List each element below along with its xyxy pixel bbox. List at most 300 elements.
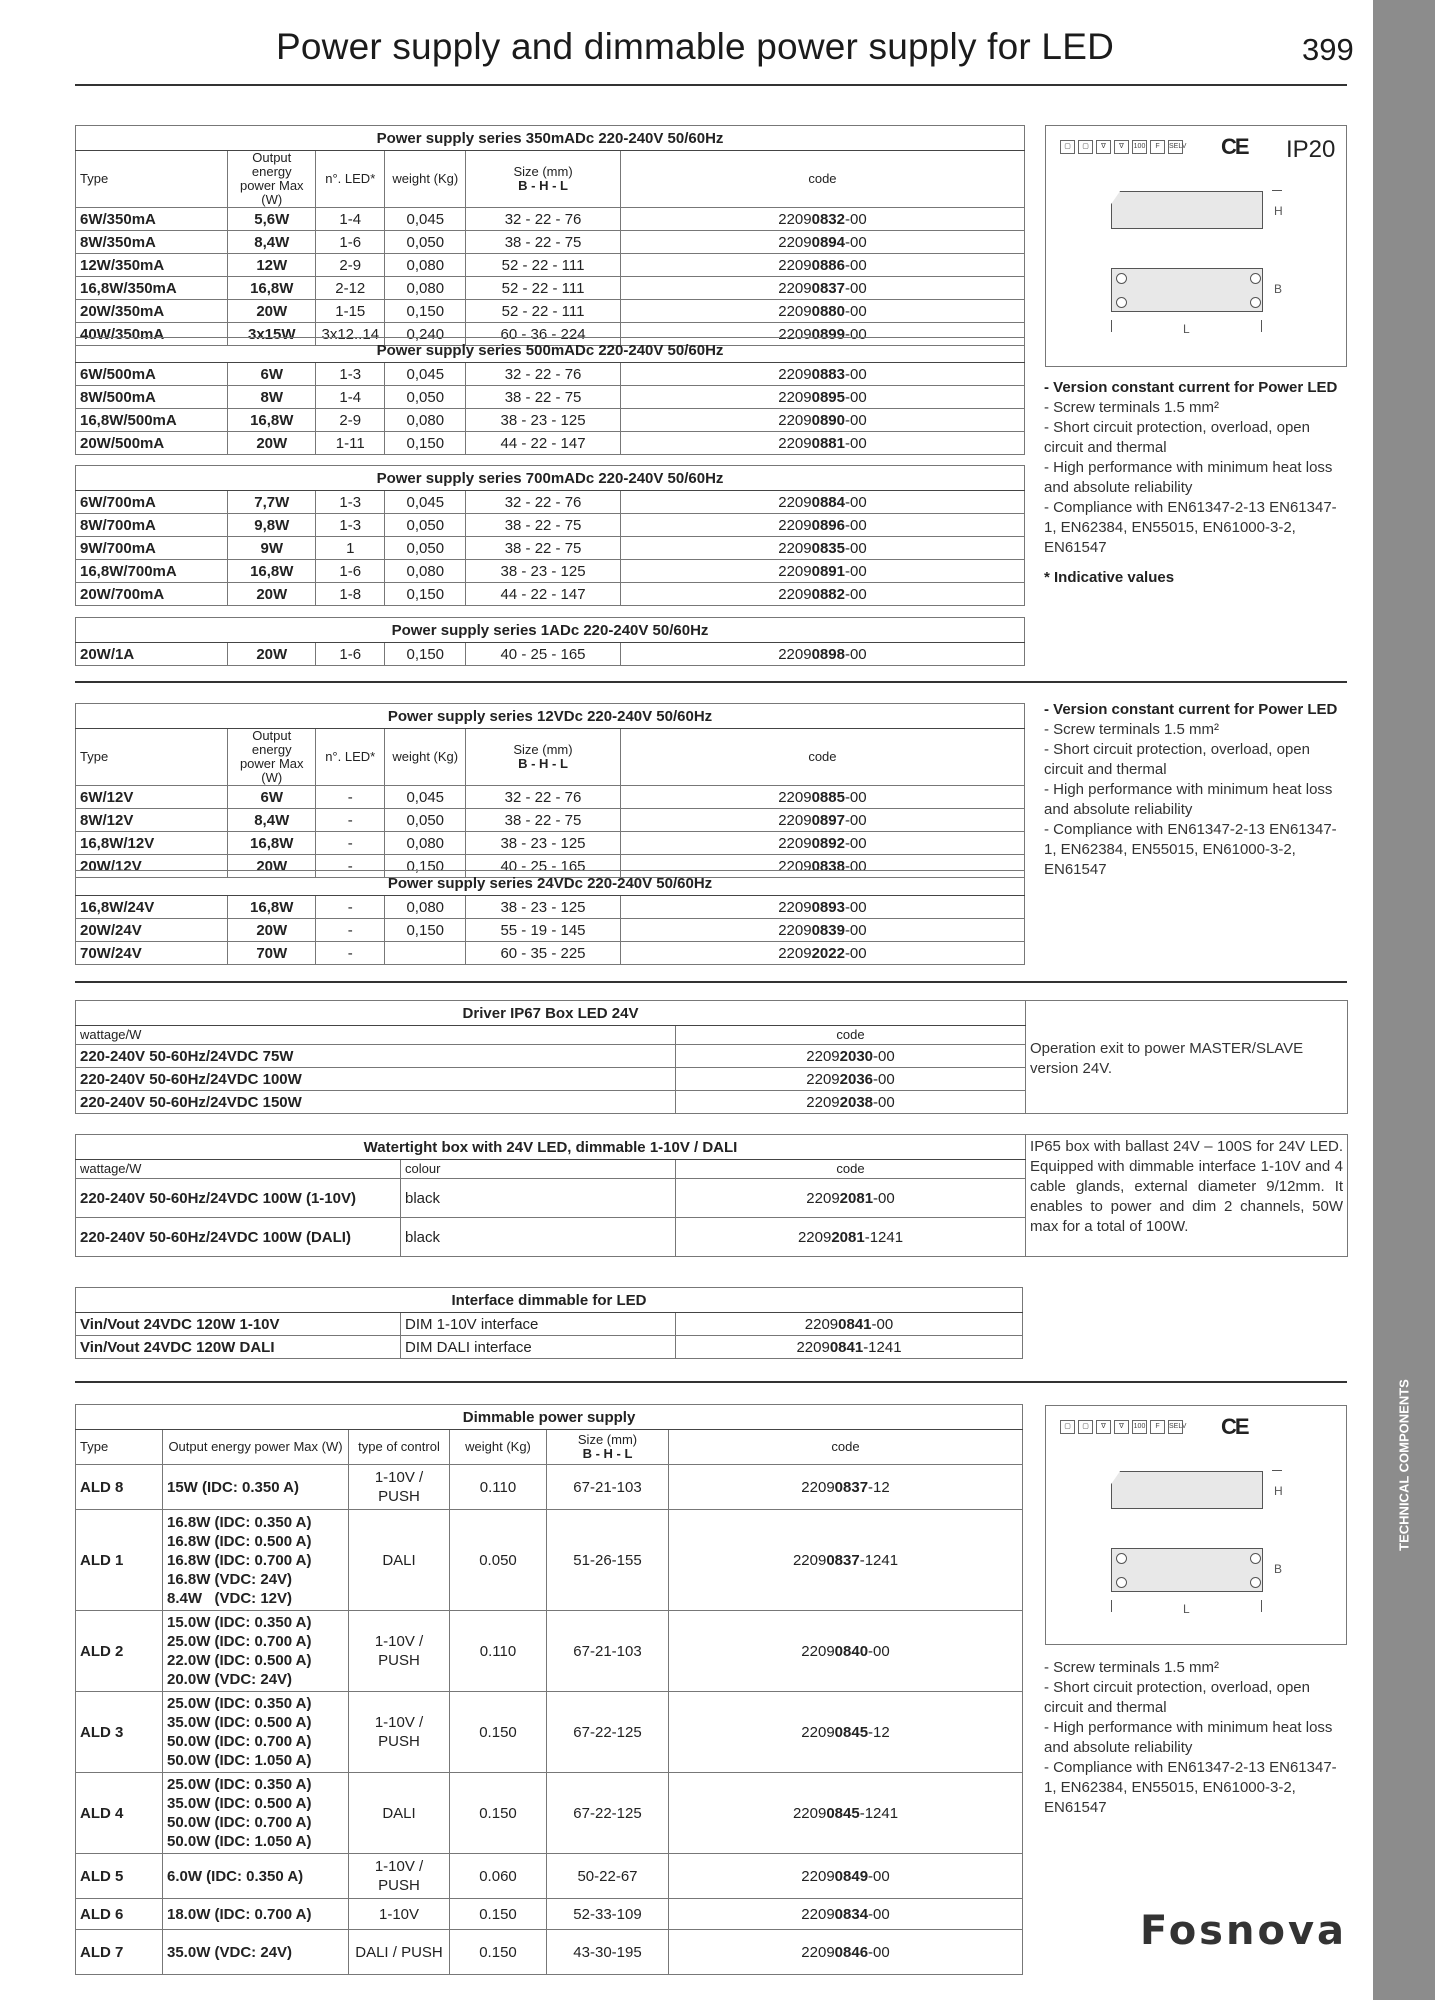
column-header: code bbox=[620, 151, 1024, 208]
code-prefix: 2209 bbox=[778, 898, 812, 916]
product-code bbox=[676, 1045, 1026, 1068]
table-cell: 1-10V / PUSH bbox=[349, 1465, 450, 1510]
table-cell: 9W/700mA bbox=[76, 537, 228, 560]
table-title: Power supply series 500mADc 220-240V 50/60Hz bbox=[76, 338, 1025, 363]
table-row bbox=[76, 786, 1025, 809]
table-cell: 16,8W/500mA bbox=[76, 409, 228, 432]
code-suffix: -00 bbox=[844, 411, 867, 429]
table-cell: 1-6 bbox=[316, 643, 385, 666]
table-cell: 0.060 bbox=[450, 1854, 547, 1899]
code-suffix: -00 bbox=[868, 1867, 890, 1885]
code-prefix: 2209 bbox=[778, 585, 812, 603]
product-code bbox=[620, 231, 1024, 254]
divider bbox=[75, 981, 1347, 983]
table-cell: 38 - 22 - 75 bbox=[466, 514, 621, 537]
table-cell: 0.050 bbox=[450, 1510, 547, 1611]
table-cell: 16,8W bbox=[228, 409, 316, 432]
table-cell: 1-10V bbox=[349, 1899, 450, 1930]
table-title: Interface dimmable for LED bbox=[76, 1288, 1023, 1313]
product-code bbox=[620, 300, 1024, 323]
table-cell: 20W bbox=[228, 432, 316, 455]
output-line: 25.0W (IDC: 0.350 A) bbox=[167, 1695, 312, 1712]
table-cell: 20W bbox=[228, 643, 316, 666]
table-cell: ALD 5 bbox=[76, 1854, 163, 1899]
table-cell: 1-4 bbox=[316, 208, 385, 231]
certification-icon: SELV bbox=[1168, 140, 1183, 154]
certification-icon: ∇ bbox=[1096, 140, 1111, 154]
column-header: wattage/W bbox=[76, 1026, 676, 1045]
table-cell: 67-21-103 bbox=[547, 1611, 669, 1692]
table-cell bbox=[163, 1611, 349, 1692]
table-cell: 20W/700mA bbox=[76, 583, 228, 606]
dimension-tick bbox=[1261, 1600, 1262, 1612]
table-row bbox=[76, 386, 1025, 409]
table-cell: - bbox=[316, 855, 385, 878]
size-label: Size (mm) bbox=[513, 164, 573, 179]
code-prefix: 2209 bbox=[806, 1189, 840, 1207]
product-diagram bbox=[1045, 1405, 1347, 1645]
output-line: 50.0W (IDC: 0.700 A) bbox=[167, 1733, 312, 1750]
code-prefix: 2209 bbox=[804, 1315, 839, 1333]
table-cell: 51-26-155 bbox=[547, 1510, 669, 1611]
table-cell: - bbox=[316, 809, 385, 832]
table-cell: 8W/700mA bbox=[76, 514, 228, 537]
code-prefix: 2209 bbox=[778, 365, 812, 383]
code-prefix: 2209 bbox=[801, 1905, 835, 1923]
table-title: Power supply series 350mADc 220-240V 50/60Hz bbox=[76, 126, 1025, 151]
side-label: TECHNICAL COMPONENTS bbox=[1396, 1379, 1412, 1551]
dimension-b: B bbox=[1274, 1562, 1283, 1576]
code-main: 0894 bbox=[811, 233, 845, 251]
table-cell: 0,050 bbox=[385, 231, 466, 254]
table-cell: 0,050 bbox=[385, 809, 466, 832]
table-cell: 16,8W bbox=[228, 277, 316, 300]
table-cell: 0,240 bbox=[385, 323, 466, 346]
code-main: 0881 bbox=[811, 434, 845, 452]
code-prefix: 2209 bbox=[778, 302, 812, 320]
column-header bbox=[547, 1430, 669, 1465]
table-cell: 38 - 22 - 75 bbox=[466, 231, 621, 254]
table-cell: 20W/500mA bbox=[76, 432, 228, 455]
column-header: weight (Kg) bbox=[385, 151, 466, 208]
product-code bbox=[620, 786, 1024, 809]
table-title: Power supply series 24VDc 220-240V 50/60Hz bbox=[76, 871, 1025, 896]
code-main: 2030 bbox=[839, 1047, 874, 1065]
code-main: 0849 bbox=[834, 1867, 869, 1885]
product-code bbox=[676, 1336, 1023, 1359]
table-row bbox=[76, 537, 1025, 560]
code-suffix: -00 bbox=[844, 857, 867, 875]
table-cell: 16,8W bbox=[228, 560, 316, 583]
table-row bbox=[76, 643, 1025, 666]
certification-icon: F bbox=[1150, 1420, 1165, 1434]
code-prefix: 2209 bbox=[778, 944, 812, 962]
product-code bbox=[669, 1611, 1023, 1692]
code-main: 0896 bbox=[811, 516, 845, 534]
dimmable-table bbox=[75, 1404, 1023, 1975]
note-line: - High performance with minimum heat loss and absolute reliability bbox=[1044, 1719, 1333, 1756]
product-code bbox=[669, 1465, 1023, 1510]
code-main: 0841 bbox=[838, 1315, 872, 1333]
table-cell bbox=[163, 1854, 349, 1899]
table-row bbox=[76, 832, 1025, 855]
code-main: 0895 bbox=[811, 388, 845, 406]
table-cell: 1-4 bbox=[316, 386, 385, 409]
code-main: 0882 bbox=[811, 585, 845, 603]
table-cell: 9,8W bbox=[228, 514, 316, 537]
column-header: code bbox=[669, 1430, 1023, 1465]
device-side-view bbox=[1111, 191, 1263, 229]
code-prefix: 2209 bbox=[778, 233, 812, 251]
output-line: 16.8W (VDC: 24V) bbox=[167, 1570, 293, 1588]
code-main: 0845 bbox=[826, 1804, 860, 1822]
column-header: Output energy power Max (W) bbox=[228, 729, 316, 786]
side-bar bbox=[1373, 0, 1435, 2000]
code-suffix: -00 bbox=[844, 516, 867, 534]
table-title: Dimmable power supply bbox=[76, 1405, 1023, 1430]
mounting-hole bbox=[1116, 1577, 1127, 1588]
certification-icons bbox=[1060, 140, 1187, 154]
table-cell: - bbox=[316, 832, 385, 855]
code-main: 0886 bbox=[811, 256, 845, 274]
dimension-tick bbox=[1261, 320, 1262, 332]
output-line: 15W (IDC: 0.350 A) bbox=[167, 1478, 299, 1496]
table-cell: 2-9 bbox=[316, 409, 385, 432]
column-header: weight (Kg) bbox=[385, 729, 466, 786]
product-notes bbox=[1044, 700, 1348, 880]
table-cell: 1-11 bbox=[316, 432, 385, 455]
product-notes bbox=[1044, 378, 1348, 588]
notes-heading: - Version constant current for Power LED bbox=[1044, 379, 1338, 396]
table-cell: 0,045 bbox=[385, 786, 466, 809]
code-suffix: -1241 bbox=[859, 1551, 899, 1569]
table-cell: 8W/500mA bbox=[76, 386, 228, 409]
table-row bbox=[76, 491, 1025, 514]
product-code bbox=[676, 1179, 1026, 1218]
mounting-hole bbox=[1250, 273, 1261, 284]
page-number: 399 bbox=[1302, 32, 1354, 67]
table-cell: 44 - 22 - 147 bbox=[466, 432, 621, 455]
spec-table bbox=[75, 125, 1025, 346]
output-line: 6.0W (IDC: 0.350 A) bbox=[167, 1867, 304, 1885]
dimension-h: H bbox=[1274, 1484, 1283, 1498]
code-main: 0832 bbox=[811, 210, 845, 228]
table-cell: 220-240V 50-60Hz/24VDC 100W (1-10V) bbox=[76, 1179, 401, 1218]
dimension-h: H bbox=[1274, 204, 1283, 218]
product-diagram bbox=[1045, 125, 1347, 367]
table-cell: Vin/Vout 24VDC 120W DALI bbox=[76, 1336, 401, 1359]
table-cell: 0,150 bbox=[385, 643, 466, 666]
device-top-view bbox=[1111, 268, 1263, 312]
output-line: 35.0W (IDC: 0.500 A) bbox=[167, 1714, 312, 1731]
table-row bbox=[76, 409, 1025, 432]
product-code bbox=[676, 1091, 1026, 1114]
table-cell: 0.150 bbox=[450, 1692, 547, 1773]
output-line: 22.0W (IDC: 0.500 A) bbox=[167, 1652, 312, 1669]
certification-icon: ∇ bbox=[1114, 1420, 1129, 1434]
product-code bbox=[620, 409, 1024, 432]
spec-table bbox=[75, 703, 1025, 878]
table-cell: 1-3 bbox=[316, 514, 385, 537]
table-cell: 52 - 22 - 111 bbox=[466, 254, 621, 277]
code-main: 0846 bbox=[834, 1943, 869, 1961]
table-cell: 5,6W bbox=[228, 208, 316, 231]
table-cell: 3x15W bbox=[228, 323, 316, 346]
code-main: 0884 bbox=[811, 493, 845, 511]
table-cell: 1-6 bbox=[316, 560, 385, 583]
dimension-tick bbox=[1111, 1600, 1112, 1612]
table-cell: 20W/1A bbox=[76, 643, 228, 666]
table-cell: 0,080 bbox=[385, 409, 466, 432]
code-suffix: -00 bbox=[844, 365, 867, 383]
table-cell: 16,8W/700mA bbox=[76, 560, 228, 583]
code-prefix: 2209 bbox=[806, 1093, 840, 1111]
table-cell: 1-8 bbox=[316, 583, 385, 606]
table-cell: 8W/12V bbox=[76, 809, 228, 832]
mounting-hole bbox=[1250, 1577, 1261, 1588]
table-row bbox=[76, 277, 1025, 300]
table-cell: 40 - 25 - 165 bbox=[466, 855, 621, 878]
table-cell: 8W bbox=[228, 386, 316, 409]
code-prefix: 2209 bbox=[778, 788, 812, 806]
note-line: - Short circuit protection, overload, open circuit and thermal bbox=[1044, 1679, 1310, 1716]
code-suffix: -00 bbox=[844, 539, 867, 557]
certification-icon: F bbox=[1150, 140, 1165, 154]
table-cell: 52 - 22 - 111 bbox=[466, 277, 621, 300]
table-cell: 20W bbox=[228, 919, 316, 942]
table-cell: DIM DALI interface bbox=[401, 1336, 676, 1359]
table-row bbox=[76, 1692, 1023, 1773]
table-cell: 2-12 bbox=[316, 277, 385, 300]
table-cell: 20W bbox=[228, 300, 316, 323]
table-cell: 20W bbox=[228, 583, 316, 606]
column-header: code bbox=[620, 729, 1024, 786]
table-cell: 16,8W/24V bbox=[76, 896, 228, 919]
certification-icon: 100 bbox=[1132, 1420, 1147, 1434]
indicative-values: * Indicative values bbox=[1044, 569, 1175, 586]
code-prefix: 2209 bbox=[778, 325, 812, 343]
code-main: 0883 bbox=[811, 365, 845, 383]
table-cell: 70W/24V bbox=[76, 942, 228, 965]
table-cell: 6W/700mA bbox=[76, 491, 228, 514]
note-line: - Screw terminals 1.5 mm² bbox=[1044, 399, 1220, 416]
table-cell: 38 - 22 - 75 bbox=[466, 809, 621, 832]
table-row bbox=[76, 363, 1025, 386]
dimension-l: L bbox=[1183, 1602, 1190, 1616]
output-line: 35.0W (IDC: 0.500 A) bbox=[167, 1795, 312, 1812]
table-cell: 8,4W bbox=[228, 809, 316, 832]
code-main: 0885 bbox=[811, 788, 845, 806]
table-cell: 16,8W bbox=[228, 832, 316, 855]
table-cell: 0.110 bbox=[450, 1611, 547, 1692]
table-cell: 9W bbox=[228, 537, 316, 560]
product-code bbox=[669, 1510, 1023, 1611]
table-title: Power supply series 12VDc 220-240V 50/60Hz bbox=[76, 704, 1025, 729]
code-suffix: -00 bbox=[844, 921, 867, 939]
table-cell: 6W/12V bbox=[76, 786, 228, 809]
table-cell: 16,8W bbox=[228, 896, 316, 919]
product-code bbox=[620, 896, 1024, 919]
product-code bbox=[669, 1692, 1023, 1773]
table-cell: 0,050 bbox=[385, 386, 466, 409]
column-header: Output energy power Max (W) bbox=[228, 151, 316, 208]
table-cell: 20W/24V bbox=[76, 919, 228, 942]
code-prefix: 2209 bbox=[801, 1642, 835, 1660]
note-line: - Compliance with EN61347-2-13 EN61347-1, EN62384, EN55015, EN61000-3-2, EN61547 bbox=[1044, 821, 1337, 878]
code-suffix: -00 bbox=[873, 1093, 895, 1111]
note-line: - Short circuit protection, overload, open circuit and thermal bbox=[1044, 419, 1310, 456]
product-code bbox=[676, 1068, 1026, 1091]
table-cell: 6W bbox=[228, 786, 316, 809]
code-suffix: -00 bbox=[871, 1315, 894, 1333]
code-suffix: -1241 bbox=[864, 1228, 904, 1246]
column-header bbox=[466, 151, 621, 208]
product-code bbox=[620, 386, 1024, 409]
ip-rating: IP20 bbox=[1286, 136, 1336, 163]
table-row bbox=[76, 231, 1025, 254]
table-cell: 20W/350mA bbox=[76, 300, 228, 323]
driver-table bbox=[75, 1000, 1348, 1114]
product-code bbox=[669, 1930, 1023, 1975]
code-suffix: -00 bbox=[844, 325, 867, 343]
code-prefix: 2209 bbox=[778, 388, 812, 406]
table-row bbox=[76, 514, 1025, 537]
mounting-hole bbox=[1116, 297, 1127, 308]
watertight-table bbox=[75, 1134, 1348, 1257]
device-top-view bbox=[1111, 1548, 1263, 1592]
table-cell: 6W bbox=[228, 363, 316, 386]
note-line: - Screw terminals 1.5 mm² bbox=[1044, 721, 1220, 738]
note-line: - Compliance with EN61347-2-13 EN61347-1, EN62384, EN55015, EN61000-3-2, EN61547 bbox=[1044, 499, 1337, 556]
table-cell: 44 - 22 - 147 bbox=[466, 583, 621, 606]
code-main: 2081 bbox=[831, 1228, 865, 1246]
code-prefix: 2209 bbox=[778, 539, 812, 557]
code-main: 0837 bbox=[834, 1478, 869, 1496]
table-cell: ALD 2 bbox=[76, 1611, 163, 1692]
table-cell: 52 - 22 - 111 bbox=[466, 300, 621, 323]
table-cell: 60 - 36 - 224 bbox=[466, 323, 621, 346]
code-prefix: 2209 bbox=[778, 411, 812, 429]
product-notes bbox=[1044, 1658, 1348, 1818]
code-main: 0893 bbox=[811, 898, 845, 916]
dimension-tick bbox=[1272, 190, 1282, 191]
table-row bbox=[76, 432, 1025, 455]
output-line: 35.0W (VDC: 24V) bbox=[167, 1943, 293, 1961]
table-cell: 0,150 bbox=[385, 855, 466, 878]
table-cell: 0,150 bbox=[385, 300, 466, 323]
output-line: 25.0W (IDC: 0.700 A) bbox=[167, 1633, 312, 1650]
code-suffix: -00 bbox=[844, 388, 867, 406]
code-prefix: 2209 bbox=[797, 1228, 832, 1246]
table-cell: Vin/Vout 24VDC 120W 1-10V bbox=[76, 1313, 401, 1336]
code-prefix: 2209 bbox=[778, 434, 812, 452]
code-main: 0897 bbox=[811, 811, 845, 829]
divider bbox=[75, 681, 1347, 683]
code-prefix: 2209 bbox=[778, 516, 812, 534]
dimension-b: B bbox=[1274, 282, 1283, 296]
product-code bbox=[620, 277, 1024, 300]
table-cell: 1-6 bbox=[316, 231, 385, 254]
output-line: 16.8W (IDC: 0.500 A) bbox=[167, 1532, 312, 1550]
product-code bbox=[620, 491, 1024, 514]
table-row bbox=[76, 896, 1025, 919]
ce-mark: CE bbox=[1221, 134, 1248, 159]
code-main: 0880 bbox=[811, 302, 845, 320]
code-main: 2022 bbox=[811, 944, 845, 962]
certification-icon: ▢ bbox=[1078, 1420, 1093, 1434]
table-cell: 0,045 bbox=[385, 208, 466, 231]
size-label: Size (mm) bbox=[577, 1432, 638, 1447]
code-main: 0890 bbox=[811, 411, 845, 429]
table-cell: black bbox=[401, 1218, 676, 1257]
output-line: 8.4W (VDC: 12V) bbox=[167, 1589, 293, 1607]
code-suffix: -00 bbox=[844, 834, 867, 852]
certification-icon: ▢ bbox=[1078, 140, 1093, 154]
table-row bbox=[76, 1773, 1023, 1854]
table-cell: - bbox=[316, 942, 385, 965]
output-line: 50.0W (IDC: 1.050 A) bbox=[167, 1752, 312, 1769]
table-title: Power supply series 700mADc 220-240V 50/60Hz bbox=[76, 466, 1025, 491]
table-cell: 38 - 23 - 125 bbox=[466, 896, 621, 919]
table-row bbox=[76, 560, 1025, 583]
table-cell: 38 - 23 - 125 bbox=[466, 832, 621, 855]
table-cell: 0,050 bbox=[385, 514, 466, 537]
column-header: colour bbox=[401, 1160, 676, 1179]
code-main: 2036 bbox=[839, 1070, 874, 1088]
code-suffix: -00 bbox=[844, 898, 867, 916]
table-cell: 0,080 bbox=[385, 254, 466, 277]
code-suffix: -00 bbox=[844, 210, 867, 228]
code-prefix: 2209 bbox=[778, 493, 812, 511]
code-suffix: -00 bbox=[844, 562, 867, 580]
code-main: 0834 bbox=[834, 1905, 869, 1923]
size-sub: B - H - L bbox=[518, 178, 568, 193]
table-cell: 0,150 bbox=[385, 432, 466, 455]
notes-heading: - Version constant current for Power LED bbox=[1044, 701, 1338, 718]
column-header: wattage/W bbox=[76, 1160, 401, 1179]
column-header: Type bbox=[76, 729, 228, 786]
code-main: 0841 bbox=[829, 1338, 864, 1356]
table-cell: DALI bbox=[349, 1510, 450, 1611]
certification-icon: ∇ bbox=[1114, 140, 1129, 154]
code-prefix: 2209 bbox=[778, 857, 812, 875]
column-header: code bbox=[676, 1160, 1026, 1179]
table-cell: 3x12..14 bbox=[316, 323, 385, 346]
dimension-tick bbox=[1272, 1470, 1282, 1471]
table-cell: 8W/350mA bbox=[76, 231, 228, 254]
product-code bbox=[669, 1773, 1023, 1854]
code-suffix: -00 bbox=[844, 233, 867, 251]
table-cell: 43-30-195 bbox=[547, 1930, 669, 1975]
code-main: 2038 bbox=[839, 1093, 874, 1111]
product-code bbox=[620, 208, 1024, 231]
code-suffix: -00 bbox=[844, 811, 867, 829]
code-main: 2081 bbox=[839, 1189, 874, 1207]
table-cell: 1-3 bbox=[316, 363, 385, 386]
interface-table bbox=[75, 1287, 1023, 1359]
code-main: 0845 bbox=[834, 1723, 869, 1741]
table-row bbox=[76, 583, 1025, 606]
table-cell: 20W/12V bbox=[76, 855, 228, 878]
table-cell: 0,080 bbox=[385, 896, 466, 919]
table-cell: 40W/350mA bbox=[76, 323, 228, 346]
code-suffix: -1241 bbox=[863, 1338, 902, 1356]
table-cell: 0,150 bbox=[385, 583, 466, 606]
mounting-hole bbox=[1116, 273, 1127, 284]
certification-icon: SELV bbox=[1168, 1420, 1183, 1434]
divider bbox=[75, 1381, 1347, 1383]
table-cell: 0,045 bbox=[385, 491, 466, 514]
